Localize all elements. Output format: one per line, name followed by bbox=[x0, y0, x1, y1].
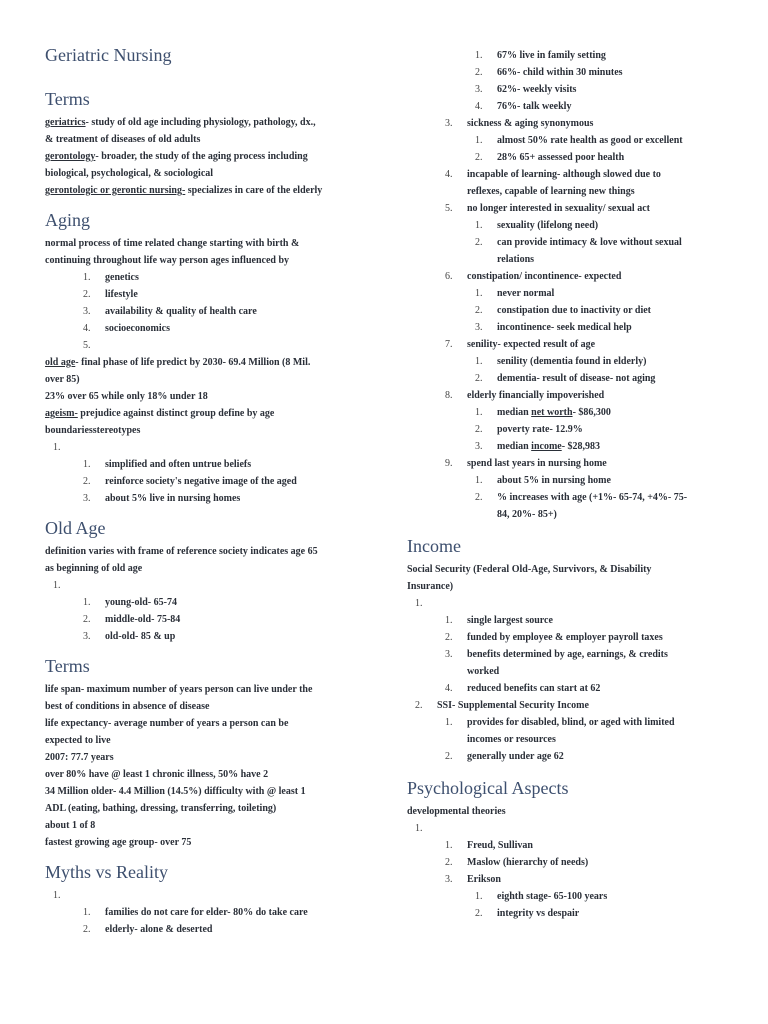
list-item: 3. Erikson bbox=[445, 874, 501, 885]
income-heading: Income bbox=[407, 536, 461, 556]
aging-text: normal process of time related change starting with birth & bbox=[45, 238, 300, 249]
terms-text: life expectancy- average number of years a person can be bbox=[45, 718, 289, 729]
list-item: 1. almost 50% rate health as good or excellent bbox=[475, 135, 683, 146]
list-item: 2. generally under age 62 bbox=[445, 751, 564, 762]
list-item: 2. constipation due to inactivity or diet bbox=[475, 305, 651, 316]
list-item: 1. eighth stage- 65-100 years bbox=[475, 891, 608, 902]
myths-heading: Myths vs Reality bbox=[45, 862, 169, 882]
geriatrics-definition: geriatrics- study of old age including physiology, pathology, dx., bbox=[45, 117, 316, 128]
income-text: Social Security (Federal Old-Age, Survivors, & Disability bbox=[407, 564, 652, 575]
list-item: 1. bbox=[53, 442, 61, 453]
list-item: 1. bbox=[415, 823, 423, 834]
terms-text: expected to live bbox=[45, 735, 111, 746]
list-item: 2. elderly- alone & deserted bbox=[83, 924, 213, 935]
list-item: 9. spend last years in nursing home bbox=[445, 458, 607, 469]
terms-text: fastest growing age group- over 75 bbox=[45, 837, 192, 848]
terms-heading: Terms bbox=[45, 89, 90, 109]
list-item: 2. lifestyle bbox=[83, 289, 138, 300]
list-item: 1. young-old- 65-74 bbox=[83, 597, 177, 608]
list-item: 4. socioeconomics bbox=[83, 323, 170, 334]
terms-text: 34 Million older- 4.4 Million (14.5%) difficulty with @ least 1 bbox=[45, 786, 306, 797]
list-item: 4. reduced benefits can start at 62 bbox=[445, 683, 601, 694]
list-item: 3. benefits determined by age, earnings, & credits bbox=[445, 649, 668, 660]
right-column bbox=[407, 47, 737, 922]
list-item: 1. simplified and often untrue beliefs bbox=[83, 459, 252, 470]
ageism-definition: ageism- prejudice against distinct group define by age bbox=[45, 408, 275, 419]
gerontology-definition-cont: biological, psychological, & sociological bbox=[45, 168, 214, 179]
aging-text: continuing throughout life way person ages influenced by bbox=[45, 255, 290, 266]
gerontic-nursing-definition: gerontologic or gerontic nursing- specializes in care of the elderly bbox=[45, 185, 323, 196]
psych-heading: Psychological Aspects bbox=[407, 778, 569, 798]
list-item: 5. bbox=[83, 340, 91, 351]
terms-text: ADL (eating, bathing, dressing, transferring, toileting) bbox=[45, 803, 277, 814]
list-item: 6. constipation/ incontinence- expected bbox=[445, 271, 622, 282]
list-item: 1. single largest source bbox=[445, 615, 553, 626]
terms-heading-2: Terms bbox=[45, 656, 90, 676]
left-column bbox=[45, 44, 375, 938]
list-item: 2. integrity vs despair bbox=[475, 908, 580, 919]
list-item: 2. % increases with age (+1%- 65-74, +4%- 75- bbox=[475, 492, 688, 503]
list-item: 2. poverty rate- 12.9% bbox=[475, 424, 583, 435]
list-item: 2. dementia- result of disease- not aging bbox=[475, 373, 656, 384]
list-item: 1. bbox=[53, 580, 61, 591]
list-item: 1. senility (dementia found in elderly) bbox=[475, 356, 647, 367]
list-item: 1. bbox=[415, 598, 423, 609]
list-item: 1. median net worth- $86,300 bbox=[475, 407, 611, 418]
income-text: Insurance) bbox=[407, 581, 454, 592]
list-item: 1. genetics bbox=[83, 272, 139, 283]
old-age-text: definition varies with frame of reference society indicates age 65 bbox=[45, 546, 318, 557]
list-item: 1. bbox=[53, 890, 61, 901]
psych-text: developmental theories bbox=[407, 806, 506, 817]
list-item: 1. about 5% in nursing home bbox=[475, 475, 611, 486]
list-item: 2. funded by employee & employer payroll taxes bbox=[445, 632, 663, 643]
terms-text: 2007: 77.7 years bbox=[45, 752, 114, 763]
terms-text: about 1 of 8 bbox=[45, 820, 96, 831]
list-item: 1. 67% live in family setting bbox=[475, 50, 606, 61]
list-item: 3. incontinence- seek medical help bbox=[475, 322, 632, 333]
gerontology-definition: gerontology- broader, the study of the aging process including bbox=[45, 151, 308, 162]
list-item: 1. Freud, Sullivan bbox=[445, 840, 533, 851]
page-title: Geriatric Nursing bbox=[45, 45, 172, 65]
list-item-cont: worked bbox=[467, 666, 500, 677]
aging-heading: Aging bbox=[45, 210, 90, 230]
list-item: 2. Maslow (hierarchy of needs) bbox=[445, 857, 589, 868]
geriatrics-definition-cont: & treatment of diseases of old adults bbox=[45, 134, 201, 145]
list-item: 1. families do not care for elder- 80% do take care bbox=[83, 907, 308, 918]
terms-text: life span- maximum number of years person can live under the bbox=[45, 684, 313, 695]
list-item: 4. incapable of learning- although slowed due to bbox=[445, 169, 661, 180]
old-age-definition: old age- final phase of life predict by 2030- 69.4 Million (8 Mil. bbox=[45, 357, 311, 368]
list-item: 3. median income- $28,983 bbox=[475, 441, 601, 452]
list-item: 3. sickness & aging synonymous bbox=[445, 118, 594, 129]
list-item: 2. 28% 65+ assessed poor health bbox=[475, 152, 625, 163]
terms-text: over 80% have @ least 1 chronic illness, 50% have 2 bbox=[45, 769, 269, 780]
list-item-cont: 84, 20%- 85+) bbox=[497, 509, 557, 520]
old-age-heading: Old Age bbox=[45, 518, 106, 538]
list-item-cont: relations bbox=[497, 254, 535, 265]
terms-text: best of conditions in absence of disease bbox=[45, 701, 210, 712]
list-item: 3. 62%- weekly visits bbox=[475, 84, 577, 95]
list-item: 2. SSI- Supplemental Security Income bbox=[415, 700, 589, 711]
list-item: 2. middle-old- 75-84 bbox=[83, 614, 181, 625]
list-item: 1. provides for disabled, blind, or aged with limited bbox=[445, 717, 675, 728]
list-item: 2. 66%- child within 30 minutes bbox=[475, 67, 623, 78]
list-item: 1. sexuality (lifelong need) bbox=[475, 220, 599, 231]
list-item-cont: reflexes, capable of learning new things bbox=[467, 186, 635, 197]
list-item-cont: incomes or resources bbox=[467, 734, 556, 745]
list-item: 7. senility- expected result of age bbox=[445, 339, 596, 350]
old-age-text: as beginning of old age bbox=[45, 563, 143, 574]
ageism-definition-cont: boundariesstereotypes bbox=[45, 425, 141, 436]
list-item: 3. old-old- 85 & up bbox=[83, 631, 176, 642]
list-item: 2. can provide intimacy & love without sexual bbox=[475, 237, 682, 248]
list-item: 3. about 5% live in nursing homes bbox=[83, 493, 241, 504]
list-item: 5. no longer interested in sexuality/ sexual act bbox=[445, 203, 650, 214]
list-item: 2. reinforce society's negative image of the aged bbox=[83, 476, 297, 487]
list-item: 4. 76%- talk weekly bbox=[475, 101, 572, 112]
list-item: 1. never normal bbox=[475, 288, 555, 299]
age-statistic: 23% over 65 while only 18% under 18 bbox=[45, 391, 208, 402]
list-item: 3. availability & quality of health care bbox=[83, 306, 257, 317]
old-age-definition-cont: over 85) bbox=[45, 374, 80, 385]
list-item: 8. elderly financially impoverished bbox=[445, 390, 605, 401]
